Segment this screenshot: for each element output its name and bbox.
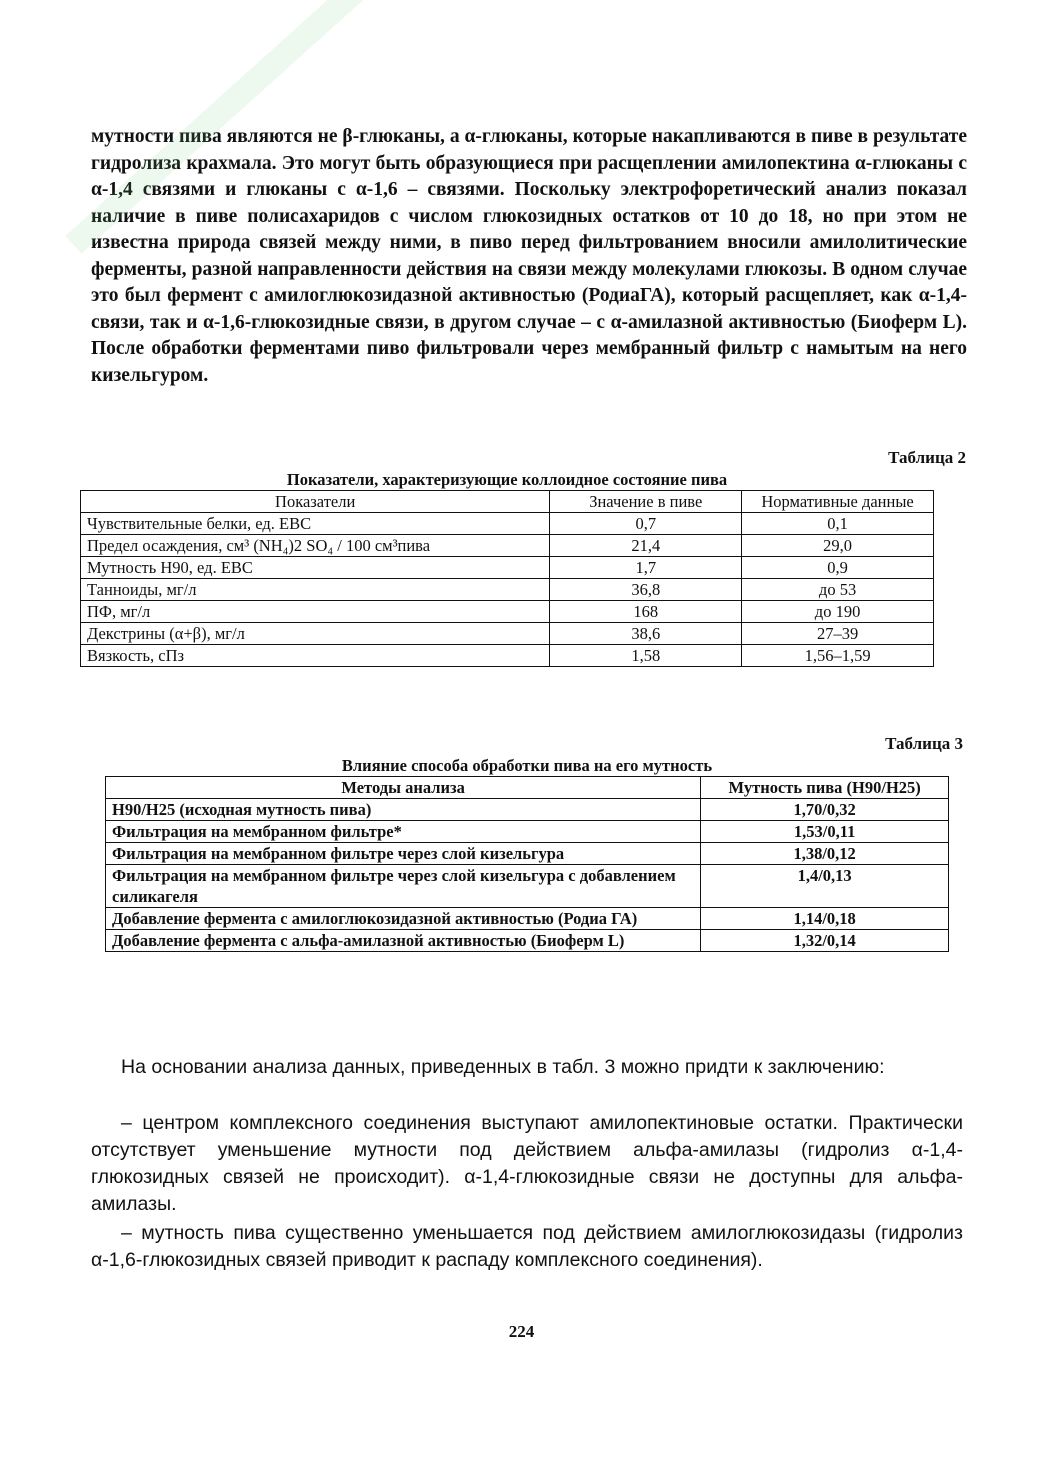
table-row [81,579,934,601]
table3-cell: Добавление фермента с альфа-амилазной активностью (Биоферм L) [106,930,701,952]
table-row [106,865,949,908]
table-row [106,908,949,930]
table2-cell: 36,8 [550,579,742,601]
table2-cell: Декстрины (α+β), мг/л [81,623,550,645]
table2-header-row [81,491,934,513]
table3-header: Методы анализа [106,777,701,799]
table3-header-row [106,777,949,799]
table3-cell: Добавление фермента с амилоглюкозидазной активностью (Родиа ГА) [106,908,701,930]
table3-cell: Н90/Н25 (исходная мутность пива) [106,799,701,821]
table2-cell: 168 [550,601,742,623]
table2-cell: 1,58 [550,645,742,667]
table2-cell: Мутность Н90, ед. EBC [81,557,550,579]
table2-cell: Танноиды, мг/л [81,579,550,601]
table2-cell: 29,0 [742,535,934,557]
table-row [106,821,949,843]
table2-cell: 0,7 [550,513,742,535]
conclusion-intro: На основании анализа данных, приведенных в табл. 3 можно придти к заключению: [121,1056,885,1078]
table3-cell: 1,4/0,13 [701,865,949,908]
table3-cell: 1,32/0,14 [701,930,949,952]
table2-cell: 27–39 [742,623,934,645]
table2-cell: 0,9 [742,557,934,579]
table2-cell: Вязкость, сПз [81,645,550,667]
table-row [106,843,949,865]
table3 [105,776,949,952]
table2-cell: 38,6 [550,623,742,645]
table3-label: Таблица 3 [885,734,963,753]
table3-header: Мутность пива (Н90/Н25) [701,777,949,799]
table2-cell: Предел осаждения, см³ (NH₄)2 SO₄ / 100 см³пива [81,535,550,557]
table2-cell: до 53 [742,579,934,601]
table-row [81,557,934,579]
table2-cell: Чувствительные белки, ед. EBC [81,513,550,535]
table2-label: Таблица 2 [888,448,966,467]
page-number: 224 [508,1322,535,1341]
table-row [106,799,949,821]
table3-cell: Фильтрация на мембранном фильтре через слой кизельгура [106,843,701,865]
table-row [106,930,949,952]
table2-cell: 1,7 [550,557,742,579]
table-row [81,645,934,667]
table-row [81,535,934,557]
conclusion-point-2: – мутность пива существенно уменьшается под действием амилоглюкозидазы (гидролиз α-1,6-глюкозидных связей приводит к распаду комплексного соединения). [91,1222,963,1271]
table2-header: Значение в пиве [550,491,742,513]
table-row [81,513,934,535]
conclusion-point-1: – центром комплексного соединения выступают амилопектиновые остатки. Практически отсутствует уменьшение мутности под действием альфа-амилазы (гидролиз α-1,4-глюкозидных связей не происходит). α-1,4-глюкозидные связи не доступны для альфа-амилазы. [91,1112,963,1215]
table3-cell: Фильтрация на мембранном фильтре через слой кизельгура с добавлением силикагеля [106,865,701,908]
table3-cell: 1,14/0,18 [701,908,949,930]
table3-cell: 1,70/0,32 [701,799,949,821]
table2-cell: до 190 [742,601,934,623]
table2-header: Нормативные данные [742,491,934,513]
table3-cell: 1,38/0,12 [701,843,949,865]
table2-cell: 0,1 [742,513,934,535]
table2 [80,490,934,667]
table3-cell: Фильтрация на мембранном фильтре* [106,821,701,843]
table2-cell: 1,56–1,59 [742,645,934,667]
table2-title: Показатели, характеризующие коллоидное состояние пива [286,470,728,489]
table2-cell: 21,4 [550,535,742,557]
table-row [81,601,934,623]
table2-header: Показатели [81,491,550,513]
table2-cell: ПФ, мг/л [81,601,550,623]
table-row [81,623,934,645]
table3-cell: 1,53/0,11 [701,821,949,843]
table3-title: Влияние способа обработки пива на его мутность [341,756,713,775]
intro-paragraph: мутности пива являются не β-глюканы, а α-глюканы, которые накапливаются в пиве в результате гидролиза крахмала. Это могут быть образующиеся при расщеплении амилопектина α-глюканы с α-1,4 связями и глюканы с α-1,6 – связями. Поскольку электрофоретический анализ показал наличие в пиве полисахаридов с числом глюкозидных остатков от 10 до 18, но при этом не известна природа связей между ними, в пиво перед фильтрованием вносили амилолитические ферменты, разной направленности действия на связи между молекулами глюкозы. В одном случае это был фермент с амилоглюкозидазной активностью (РодиаГА), который расщепляет, как α-1,4-связи, так и α-1,6-глюкозидные связи, в другом случае – с α-амилазной активностью (Биоферм L). После обработки ферментами пиво фильтровали через мембранный фильтр с намытым на него кизельгуром. [91,126,967,386]
